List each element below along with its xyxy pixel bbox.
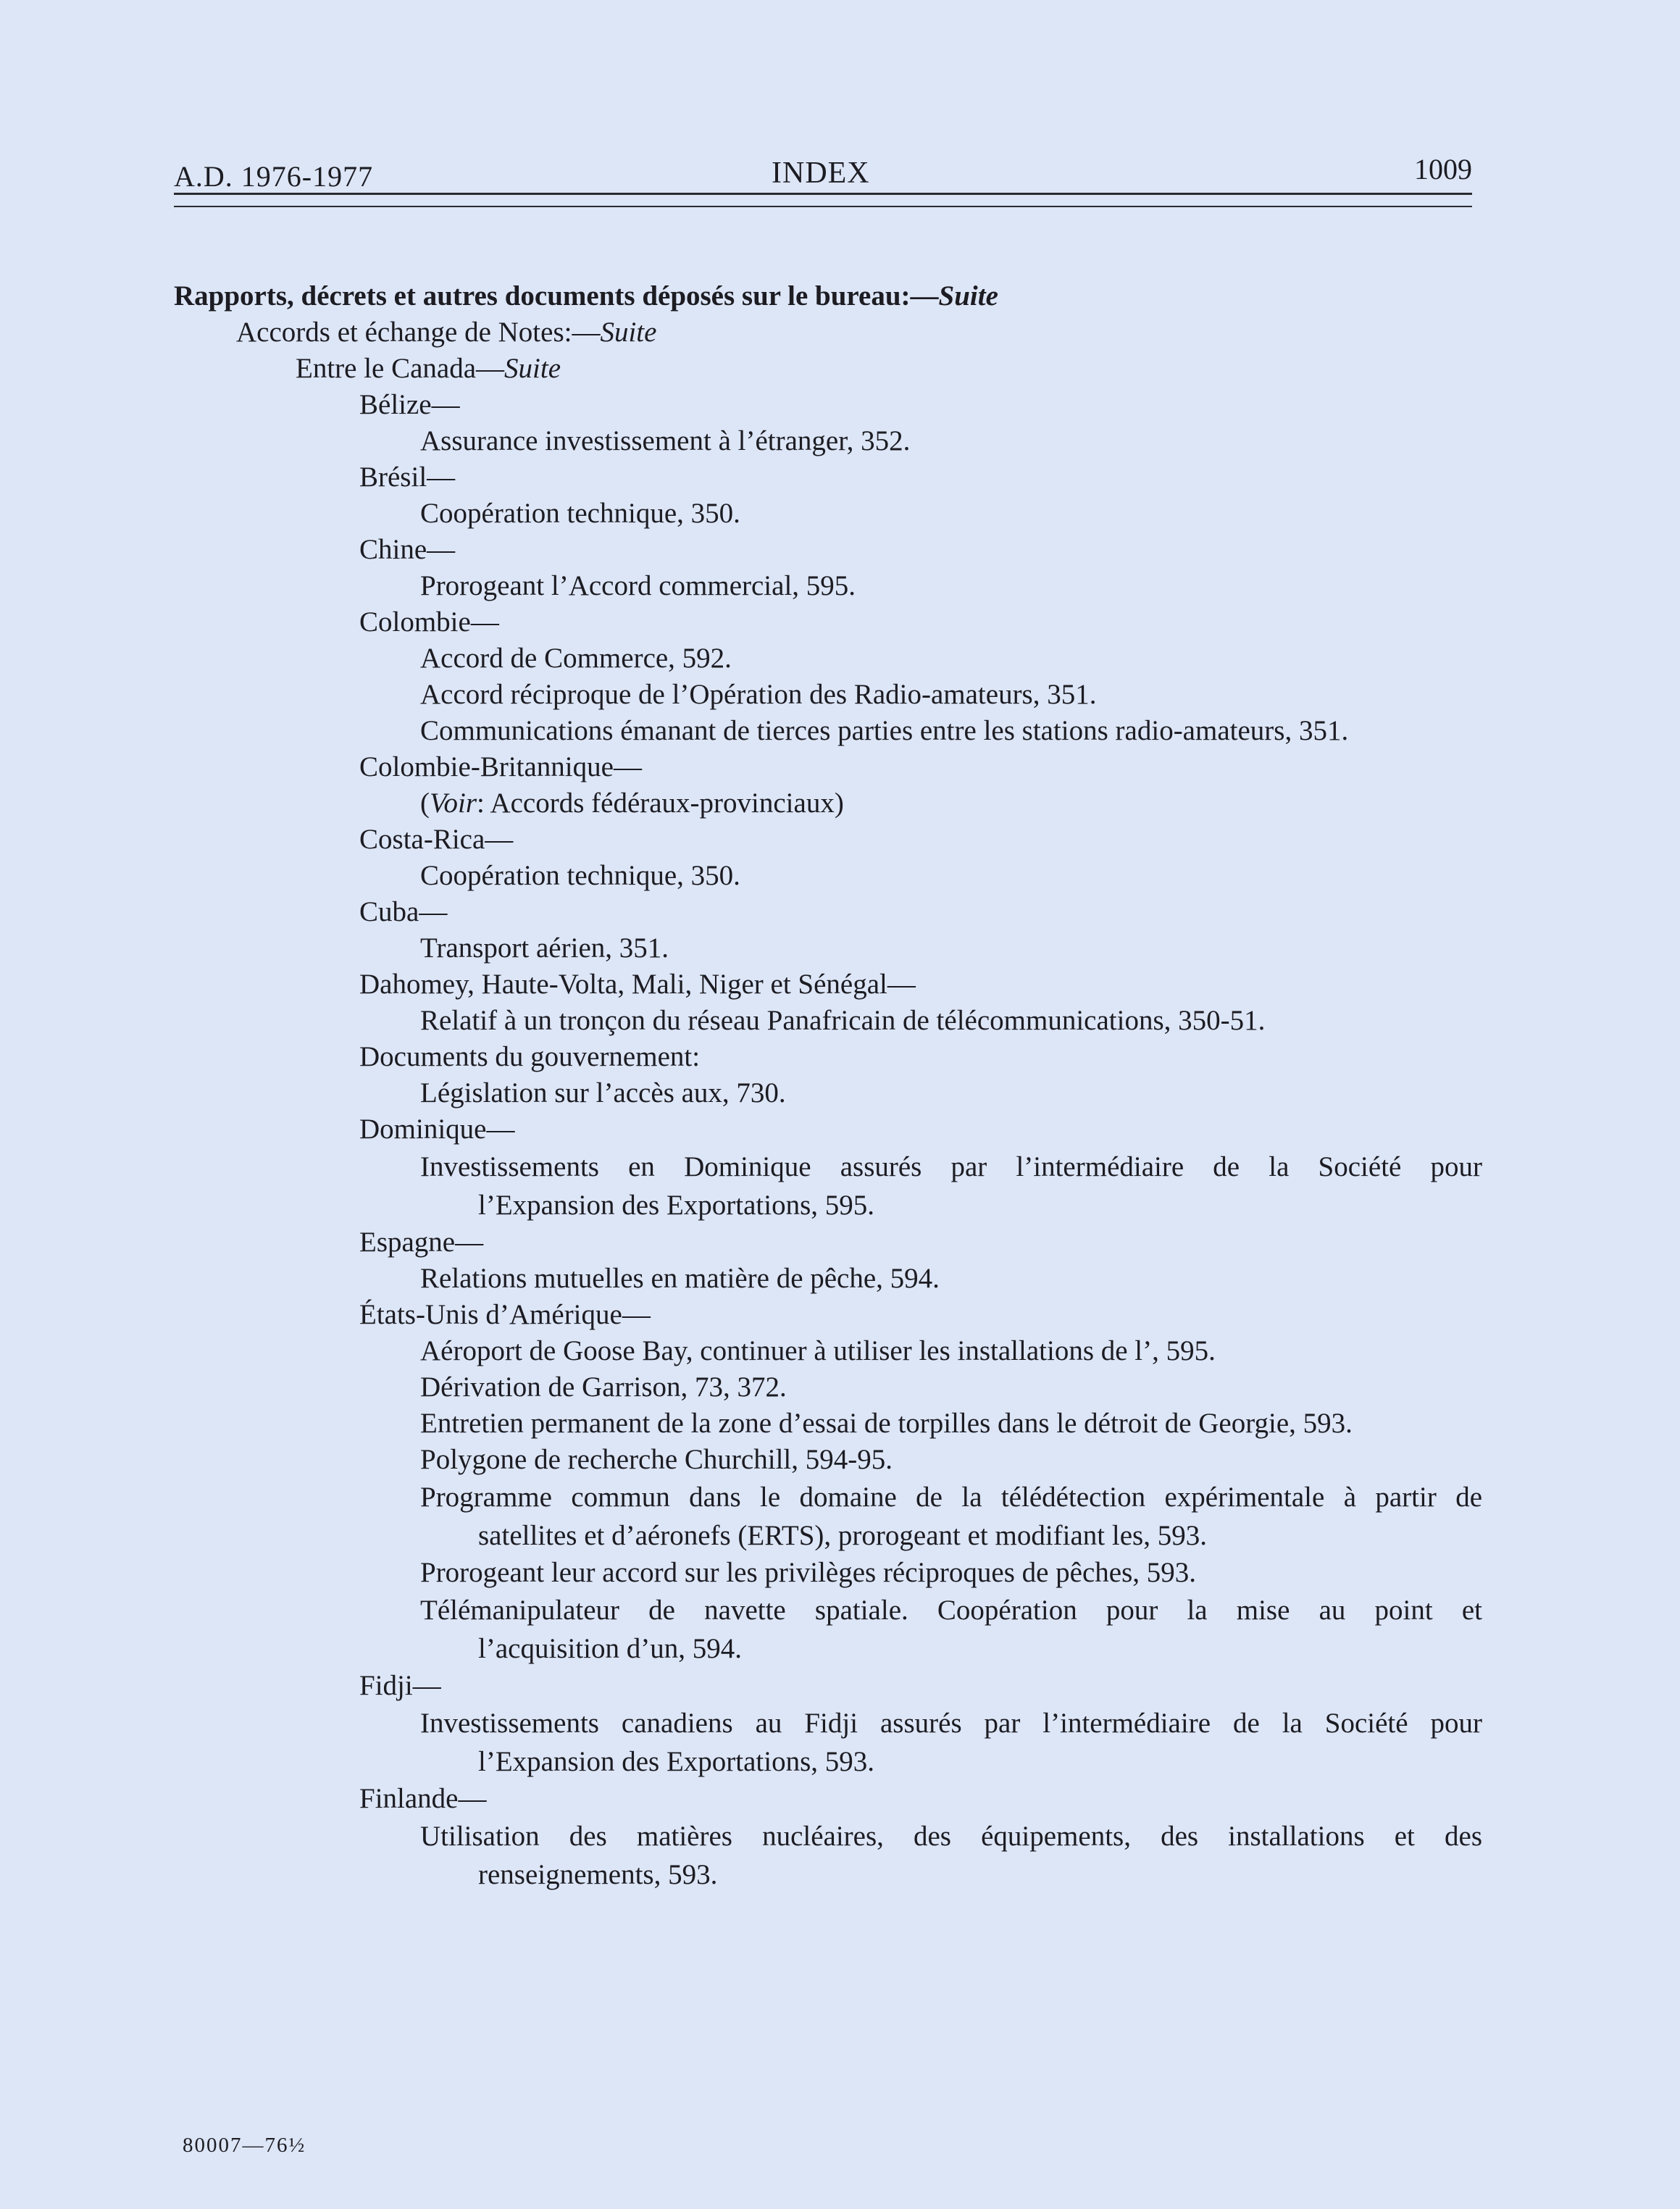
index-entry <box>174 1224 1487 1261</box>
index-entry-text: Dérivation de Garrison, 73, 372. <box>420 1371 787 1403</box>
index-entry <box>174 749 1487 785</box>
index-entry <box>174 387 1487 423</box>
index-entries <box>174 278 1487 1894</box>
index-entry <box>174 1111 1487 1148</box>
index-entry-text: Relations mutuelles en matière de pêche, 594. <box>420 1263 940 1294</box>
index-entry <box>174 1704 1487 1781</box>
index-entry <box>174 713 1487 749</box>
index-entry-text: Accords et échange de Notes:— <box>236 317 601 348</box>
index-entry-text: Prorogeant leur accord sur les privilèges réciproques de pêches, 593. <box>420 1557 1197 1588</box>
print-code: 80007—76½ <box>183 2134 306 2157</box>
index-entry <box>174 640 1487 677</box>
index-entry-text: Brésil— <box>359 462 456 493</box>
index-entry <box>174 858 1487 894</box>
index-entry <box>174 1591 1487 1668</box>
index-entry <box>174 1333 1487 1369</box>
index-entry-text: Transport aérien, 351. <box>420 932 669 964</box>
index-entry <box>174 1369 1487 1406</box>
index-entry <box>174 822 1487 858</box>
index-entry <box>174 1781 1487 1817</box>
index-entry-text: Chine— <box>359 534 456 565</box>
index-entry-text: Entre le Canada— <box>296 353 505 384</box>
index-entry-text: Entretien permanent de la zone d’essai de torpilles dans le détroit de Georgie, 593. <box>420 1408 1353 1439</box>
index-entry-continuation: l’acquisition d’un, 594. <box>478 1633 742 1664</box>
cross-reference: (Voir: Accords fédéraux-provinciaux) <box>420 788 844 819</box>
header-session-years: A.D. 1976-1977 <box>174 160 374 193</box>
index-entry-text: Relatif à un tronçon du réseau Panafricain de télécommunications, 350-51. <box>420 1005 1266 1036</box>
continuation-marker: Suite <box>600 317 657 348</box>
index-entry-text: États-Unis d’Amérique— <box>359 1299 651 1330</box>
index-entry-text: Investissements canadiens au Fidji assurés par l’intermédiaire de la Société pour <box>420 1708 1482 1739</box>
index-entry <box>174 1297 1487 1333</box>
index-entry-text: Cuba— <box>359 896 448 927</box>
index-entry <box>174 1075 1487 1111</box>
header-rule-bottom <box>174 206 1472 207</box>
index-entry-continuation: l’Expansion des Exportations, 595. <box>478 1190 875 1221</box>
index-entry-text: Bélize— <box>359 389 460 420</box>
index-entry-text: Dominique— <box>359 1114 515 1145</box>
index-entry-text: Prorogeant l’Accord commercial, 595. <box>420 570 856 601</box>
index-entry <box>174 1406 1487 1442</box>
index-entry-text: Documents du gouvernement: <box>359 1041 701 1072</box>
running-header <box>174 152 1472 210</box>
index-entry <box>174 1148 1487 1224</box>
index-entry-text: Utilisation des matières nucléaires, des équipements, des installations et des <box>420 1821 1482 1852</box>
index-entry <box>174 1261 1487 1297</box>
index-entry-text: Dahomey, Haute-Volta, Mali, Niger et Sénégal— <box>359 969 916 1000</box>
index-entry <box>174 1039 1487 1075</box>
index-entry-text: Accord réciproque de l’Opération des Radio-amateurs, 351. <box>420 679 1097 710</box>
index-entry-text: Coopération technique, 350. <box>420 860 740 891</box>
continuation-marker: Suite <box>504 353 561 384</box>
header-rule-top <box>174 193 1472 195</box>
page-number: 1009 <box>1414 153 1472 185</box>
index-entry-text: Accord de Commerce, 592. <box>420 643 732 674</box>
index-entry-text: Télémanipulateur de navette spatiale. Coopération pour la mise au point et <box>420 1595 1482 1626</box>
index-entry <box>174 459 1487 496</box>
index-entry <box>174 1478 1487 1555</box>
index-entry-text: Fidji— <box>359 1670 441 1701</box>
index-entry-text: Colombie-Britannique— <box>359 751 642 782</box>
index-entry <box>174 894 1487 930</box>
index-entry-continuation: l’Expansion des Exportations, 593. <box>478 1746 875 1777</box>
index-entry <box>174 351 1487 387</box>
index-entry <box>174 1003 1487 1039</box>
index-entry <box>174 423 1487 459</box>
index-entry-text: Espagne— <box>359 1227 484 1258</box>
continuation-marker: Suite <box>938 280 998 312</box>
index-entry <box>174 496 1487 532</box>
header-title: INDEX <box>772 156 870 190</box>
index-entry-continuation: satellites et d’aéronefs (ERTS), prorogeant et modifiant les, 593. <box>478 1520 1207 1551</box>
index-entry <box>174 278 1487 314</box>
index-entry-text: Finlande— <box>359 1783 487 1814</box>
index-entry <box>174 532 1487 568</box>
index-entry-text: Coopération technique, 350. <box>420 498 740 529</box>
index-entry <box>174 568 1487 604</box>
index-entry-text: Aéroport de Goose Bay, continuer à utiliser les installations de l’, 595. <box>420 1335 1216 1366</box>
index-entry <box>174 930 1487 966</box>
index-entry-text: Législation sur l’accès aux, 730. <box>420 1077 786 1108</box>
index-entry-text: Assurance investissement à l’étranger, 352. <box>420 425 911 456</box>
index-entry <box>174 604 1487 640</box>
index-entry <box>174 677 1487 713</box>
index-entry <box>174 1817 1487 1894</box>
index-entry-text: Investissements en Dominique assurés par l’intermédiaire de la Société pour <box>420 1151 1482 1182</box>
index-entry <box>174 966 1487 1003</box>
index-entry <box>174 1555 1487 1591</box>
index-entry <box>174 1442 1487 1478</box>
index-entry-text: Colombie— <box>359 606 499 638</box>
index-entry <box>174 314 1487 351</box>
index-entry-text: Rapports, décrets et autres documents déposés sur le bureau:— <box>174 280 939 312</box>
index-entry-text: Programme commun dans le domaine de la télédétection expérimentale à partir de <box>420 1482 1482 1513</box>
index-entry-text: Communications émanant de tierces parties entre les stations radio-amateurs, 351. <box>420 715 1349 746</box>
index-entry-text: Polygone de recherche Churchill, 594-95. <box>420 1444 893 1475</box>
index-entry <box>174 1668 1487 1704</box>
index-entry-text: Costa-Rica— <box>359 824 514 855</box>
index-entry-continuation: renseignements, 593. <box>478 1859 718 1890</box>
